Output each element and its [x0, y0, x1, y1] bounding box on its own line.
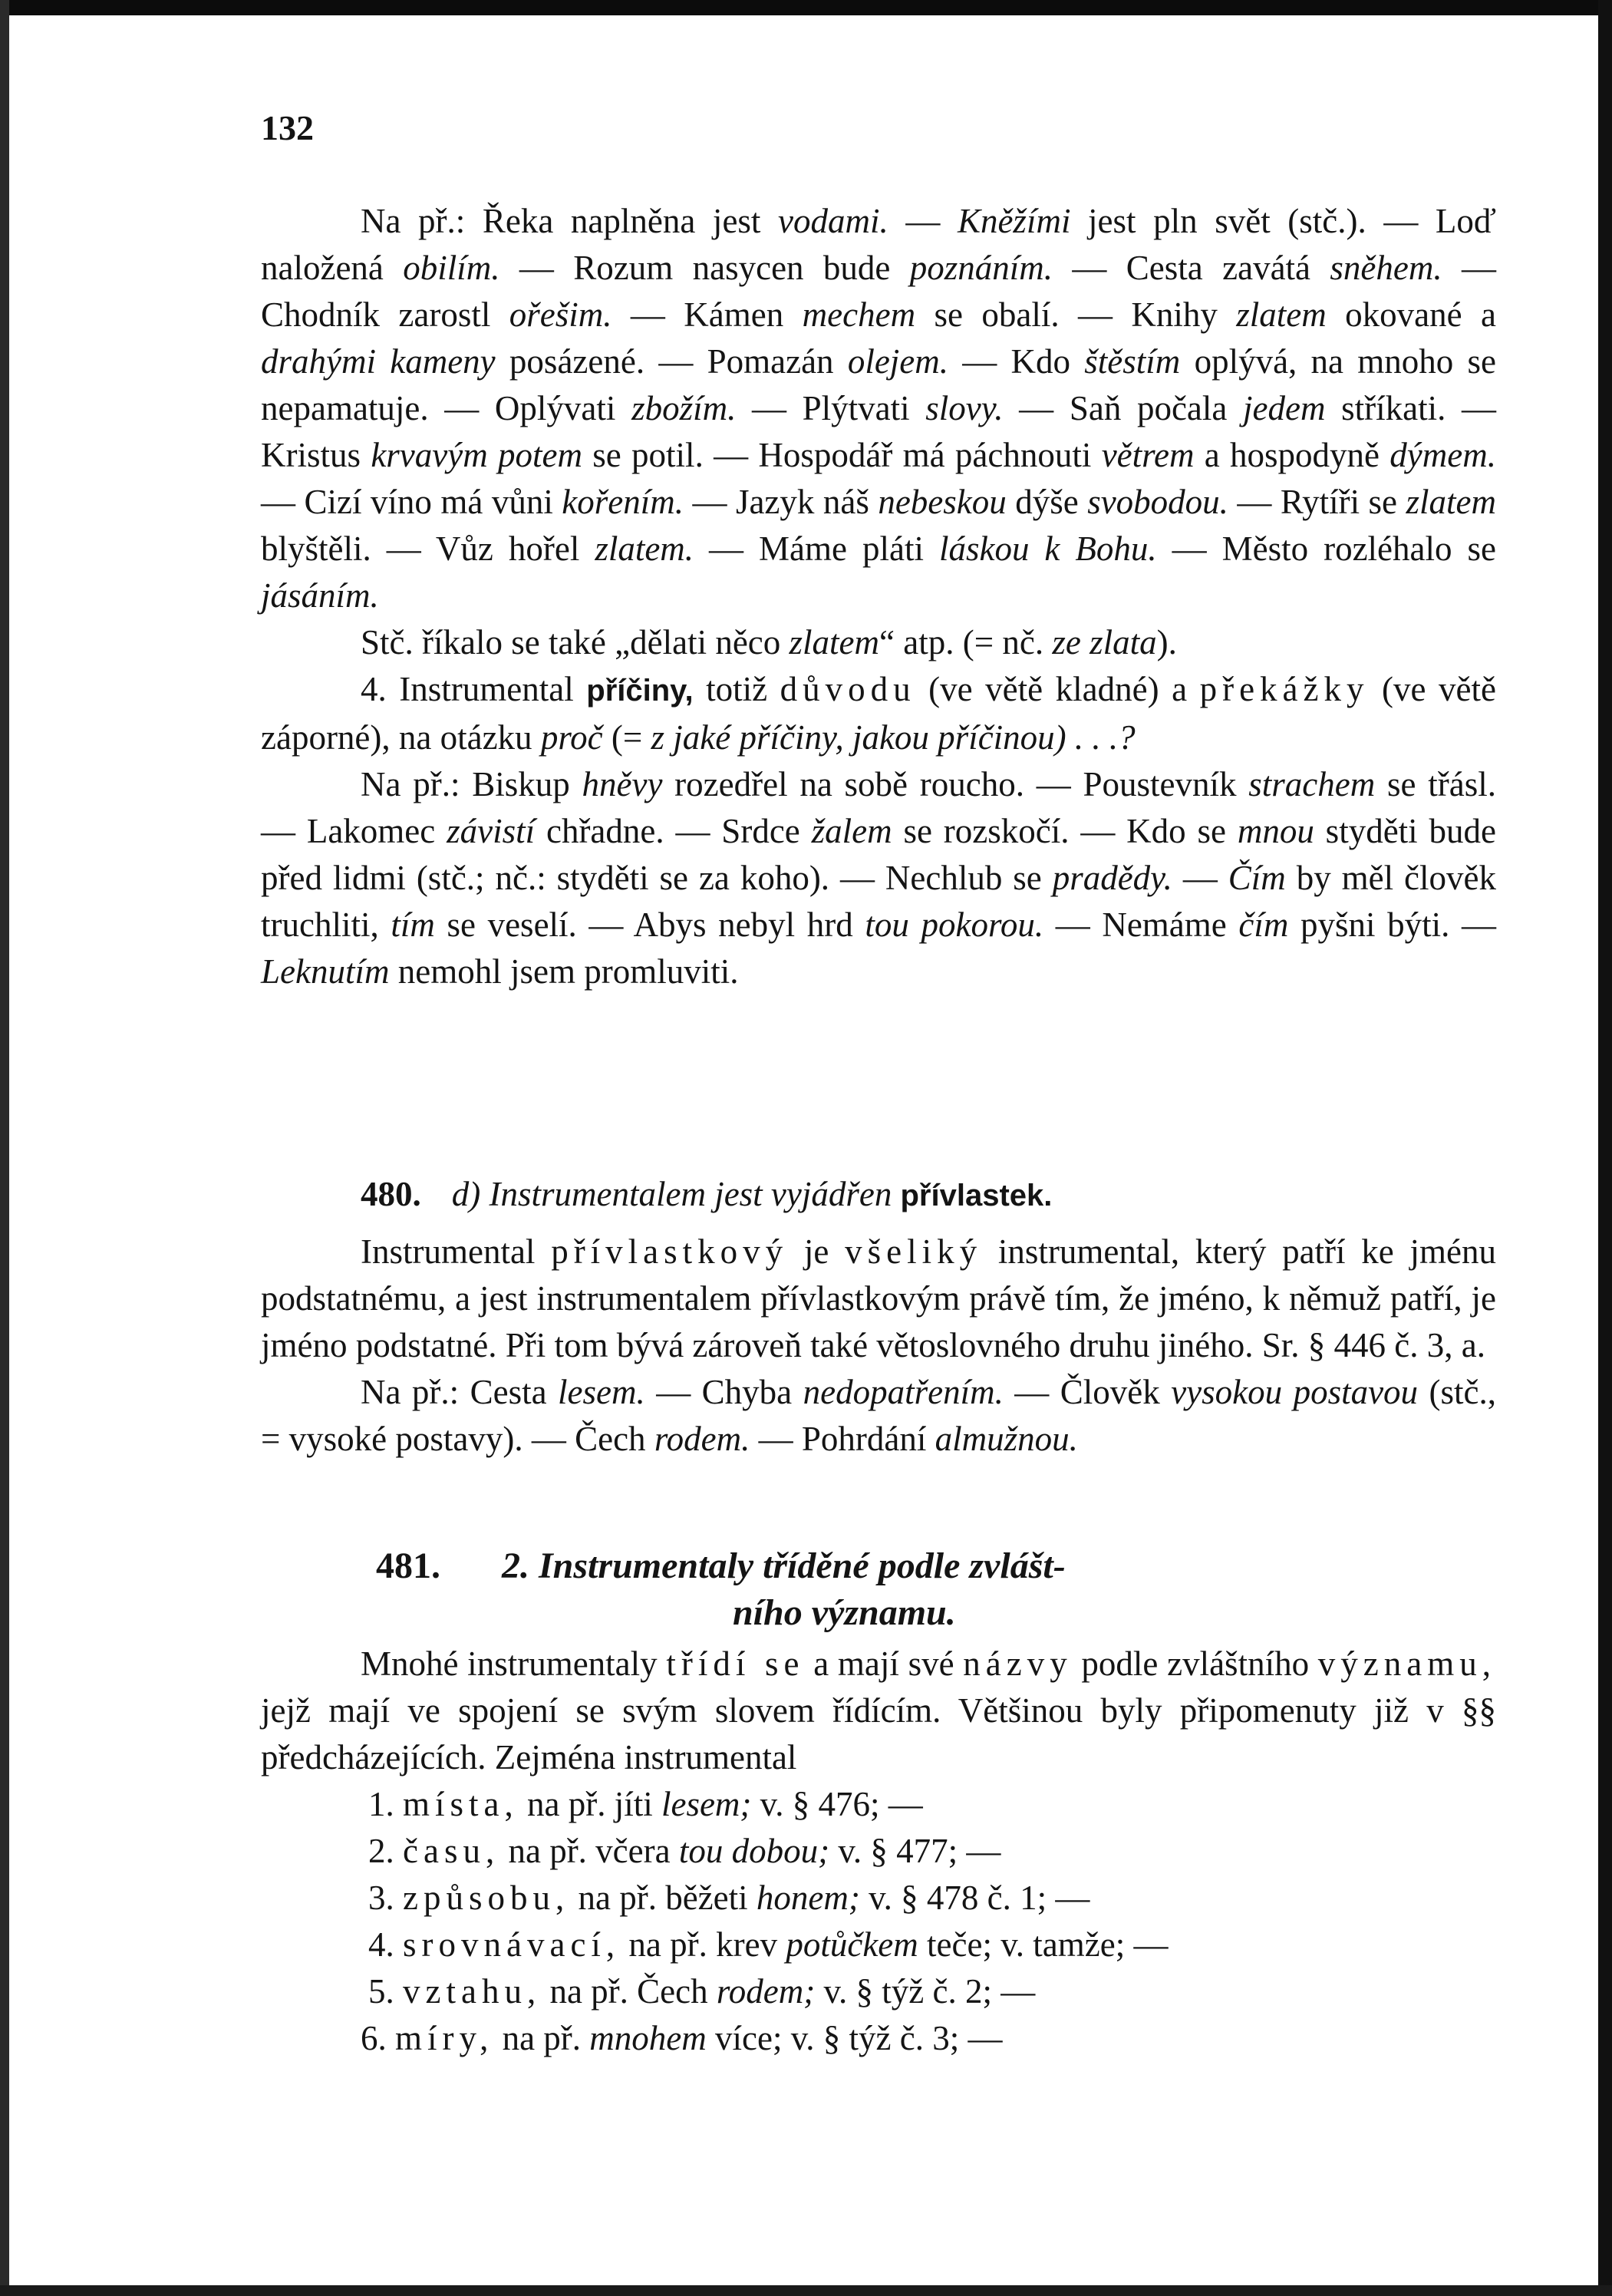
- list-item-number: 4.: [368, 1925, 403, 1964]
- text-run: dýše: [1006, 483, 1088, 521]
- example-word: honem;: [756, 1879, 860, 1917]
- text-run: — Saň počala: [1003, 389, 1244, 427]
- paragraph-old-czech-note: [261, 619, 1496, 666]
- example-word: potůčkem: [786, 1925, 918, 1964]
- example-word: rodem.: [654, 1420, 750, 1458]
- text-run: se obalí. — Knihy: [915, 295, 1237, 334]
- list-item: [261, 1828, 1496, 1875]
- term-spaced: způsobu,: [403, 1879, 570, 1917]
- example-word: tou pokorou.: [865, 906, 1044, 944]
- text-run: chřadne. — Srdce: [535, 812, 812, 850]
- example-word: ořešim.: [509, 295, 612, 334]
- list-item: [261, 1922, 1496, 1968]
- section-heading-italic: d) Instrumentalem jest vyjádřen: [451, 1175, 892, 1213]
- list-item-number: 6.: [361, 2019, 395, 2057]
- section-480-heading: [261, 1171, 1496, 1219]
- example-word: Čím: [1228, 859, 1286, 897]
- example-word: tou dobou;: [678, 1832, 830, 1870]
- text-run: se třásl. — Lakomec: [261, 765, 1496, 850]
- example-word: slovy.: [925, 389, 1004, 427]
- text-run: — Cesta zavátá: [1053, 249, 1330, 287]
- text-run: (ve větě záporné), na otázku: [261, 670, 1496, 757]
- text-run: stříkati. — Kristus: [261, 389, 1497, 474]
- text-run: — Plýtvati: [736, 389, 926, 427]
- term-spaced: překážky: [1199, 670, 1370, 708]
- example-word: Leknutím: [261, 952, 390, 991]
- text-run: — Máme pláti: [694, 529, 939, 568]
- text-run: —: [1172, 859, 1228, 897]
- paragraph-classified-instrumentals: [261, 1641, 1496, 1781]
- text-run: totiž: [693, 670, 780, 708]
- example-word: z jaké příčiny, jakou příčinou) . . .?: [651, 718, 1136, 757]
- text-run: — Člověk: [1003, 1373, 1172, 1411]
- example-word: jásáním.: [261, 576, 379, 615]
- example-word: sněhem.: [1330, 249, 1442, 287]
- example-word: větrem: [1101, 436, 1195, 474]
- paragraph-examples-abundance: [261, 198, 1496, 619]
- example-word: drahými kameny: [261, 342, 496, 381]
- term-spaced: vztahu,: [403, 1972, 542, 2011]
- text-run: se rozskočí. — Kdo se: [892, 812, 1238, 850]
- section-heading-line: ního významu.: [733, 1592, 956, 1633]
- term-spaced: významu,: [1317, 1644, 1496, 1683]
- term-spaced: času,: [403, 1832, 500, 1870]
- scan-border-top: [0, 0, 1612, 15]
- text-run: v. § týž č. 2; —: [815, 1972, 1036, 2011]
- example-word: olejem.: [847, 342, 949, 381]
- example-word: Kněžími: [957, 202, 1071, 240]
- example-word: nedopatřením.: [803, 1373, 1004, 1411]
- example-word: almužnou.: [935, 1420, 1078, 1458]
- example-word: lesem.: [558, 1373, 645, 1411]
- scan-border-right: [1598, 0, 1612, 2296]
- text-run: rozedřel na sobě roucho. — Poustevník: [662, 765, 1249, 803]
- term-spaced: srovnávací,: [403, 1925, 621, 1964]
- term-spaced: názvy: [963, 1644, 1073, 1683]
- term-spaced: místa,: [403, 1785, 519, 1823]
- example-word: mechem: [802, 295, 916, 334]
- example-word: láskou k Bohu.: [938, 529, 1157, 568]
- text-run: a hospodyně: [1194, 436, 1390, 474]
- text-run: Mnohé instrumentaly: [361, 1644, 667, 1683]
- list-item: [261, 1781, 1496, 1828]
- section-481: [261, 1542, 1496, 2062]
- text-run: v. § 476; —: [751, 1785, 923, 1823]
- example-word: závistí: [447, 812, 536, 850]
- text-run: Na př.: Cesta: [361, 1373, 559, 1411]
- text-run: okované a: [1326, 295, 1496, 334]
- term-spaced: všeliký: [845, 1232, 983, 1271]
- text-run: podle zvláštního: [1072, 1644, 1318, 1683]
- list-item-number: 2.: [368, 1832, 403, 1870]
- text-run: ).: [1156, 623, 1177, 661]
- example-word: mnou: [1237, 812, 1314, 850]
- example-word: zlatem: [789, 623, 880, 661]
- paragraph-examples-attributive: [261, 1369, 1496, 1463]
- text-run: 4. Instrumental: [361, 670, 587, 708]
- example-word: kořením.: [562, 483, 684, 521]
- example-word: tím: [391, 906, 435, 944]
- text-run: na př.: [493, 2019, 590, 2057]
- text-run: — Nemáme: [1043, 906, 1239, 944]
- text-run: oplývá, na mnoho se nepamatuje. — Oplývati: [261, 342, 1497, 427]
- term-spaced: přívlastkový: [551, 1232, 789, 1271]
- scan-border-left: [0, 0, 9, 2296]
- example-word: krvavým potem: [371, 436, 582, 474]
- term-bold: příčiny,: [586, 674, 694, 708]
- text-run: styděti bude před lidmi (stč.; nč.: styděti se za koho). — Nechlub se: [261, 812, 1496, 897]
- section-number: 480.: [361, 1175, 421, 1213]
- example-word: zlatem.: [595, 529, 694, 568]
- example-word: proč: [540, 718, 603, 757]
- text-run: (=: [602, 718, 651, 757]
- scan-border-bottom: [0, 2285, 1612, 2296]
- text-run: — Kdo: [948, 342, 1085, 381]
- text-run: je: [788, 1232, 846, 1271]
- list-item: [261, 1968, 1496, 2015]
- text-run: — Rozum nasycen bude: [499, 249, 910, 287]
- text-block-examples: [261, 198, 1496, 995]
- text-run: — Chodník zarostl: [261, 249, 1496, 334]
- example-word: zlatem: [1406, 483, 1496, 521]
- term-spaced: důvodu: [780, 670, 916, 708]
- example-word: pradědy.: [1052, 859, 1172, 897]
- text-run: Instrumental: [361, 1232, 552, 1271]
- example-word: svobodou.: [1087, 483, 1228, 521]
- text-run: — Město rozléhalo se: [1156, 529, 1496, 568]
- text-run: na př. krev: [620, 1925, 786, 1964]
- text-run: — Cizí víno má vůni: [261, 483, 562, 521]
- list-item-number: 1.: [368, 1785, 403, 1823]
- text-run: —: [888, 202, 958, 240]
- text-run: se veselí. — Abys nebyl hrd: [434, 906, 865, 944]
- example-word: rodem;: [716, 1972, 816, 2011]
- example-word: obilím.: [403, 249, 500, 287]
- text-run: a mají své: [804, 1644, 964, 1683]
- term-spaced: míry,: [395, 2019, 494, 2057]
- example-word: nebeskou: [878, 483, 1007, 521]
- text-run: instrumental, který patří ke jménu podstatnému, a jest instrumentalem přívlastkovým právě tím, že jméno, k němuž patří, je jméno podstatné. Při tom bývá zároveň také větoslovného druhu jiného. Sr. § 446 č. 3, a.: [261, 1232, 1496, 1364]
- text-run: — Kámen: [612, 295, 803, 334]
- text-run: — Rytíři se: [1228, 483, 1406, 521]
- paragraph-attributive-instrumental: [261, 1229, 1496, 1369]
- example-word: čím: [1238, 906, 1289, 944]
- section-481-heading: [261, 1542, 1496, 1636]
- text-run: se potil. — Hospodář má páchnouti: [582, 436, 1102, 474]
- text-run: — Chyba: [644, 1373, 803, 1411]
- list-item-number: 3.: [368, 1879, 403, 1917]
- paragraph-instrumental-cause: [261, 666, 1496, 761]
- section-heading-line: 2. Instrumentaly tříděné podle zvlášt-: [502, 1546, 1066, 1586]
- example-word: jedem: [1243, 389, 1326, 427]
- example-word: štěstím: [1084, 342, 1181, 381]
- text-run: posázené. — Pomazán: [495, 342, 848, 381]
- example-word: vodami.: [778, 202, 888, 240]
- text-run: Stč. říkalo se také „dělati něco: [361, 623, 790, 661]
- text-run: na př. včera: [499, 1832, 679, 1870]
- text-run: — Jazyk náš: [684, 483, 879, 521]
- example-word: poznáním.: [909, 249, 1053, 287]
- text-run: pyšni býti. —: [1288, 906, 1496, 944]
- example-word: vysokou postavou: [1171, 1373, 1419, 1411]
- text-run: na př. jíti: [518, 1785, 661, 1823]
- text-run: jest pln svět (stč.). — Loď naložená: [261, 202, 1496, 287]
- text-run: nemohl jsem promluviti.: [389, 952, 739, 991]
- text-run: blyštěli. — Vůz hořel: [261, 529, 595, 568]
- section-heading-bold: přívlastek.: [892, 1179, 1053, 1212]
- section-number: 481.: [376, 1546, 440, 1586]
- example-word: dýmem.: [1389, 436, 1496, 474]
- text-run: “ atp. (= nč.: [879, 623, 1053, 661]
- text-run: Na př.: Řeka naplněna jest: [361, 202, 779, 240]
- example-word: žalem: [811, 812, 892, 850]
- text-run: — Pohrdání: [750, 1420, 935, 1458]
- text-run: v. § 477; —: [829, 1832, 1001, 1870]
- term-spaced: třídí se: [666, 1644, 805, 1683]
- text-run: v. § 478 č. 1; —: [859, 1879, 1090, 1917]
- text-run: na př. běžeti: [569, 1879, 757, 1917]
- page-number: 132: [261, 108, 314, 147]
- example-word: strachem: [1248, 765, 1376, 803]
- example-word: lesem;: [661, 1785, 752, 1823]
- example-word: mnohem: [589, 2019, 707, 2057]
- example-word: zlatem: [1236, 295, 1327, 334]
- text-run: více; v. § týž č. 3; —: [706, 2019, 1003, 2057]
- paragraph-examples-cause: [261, 761, 1496, 995]
- list-item-number: 5.: [368, 1972, 403, 2011]
- example-word: ze zlata: [1052, 623, 1157, 661]
- section-480: [261, 1171, 1496, 1463]
- text-run: na př. Čech: [541, 1972, 717, 2011]
- text-run: (ve větě kladné) a: [915, 670, 1200, 708]
- text-run: by měl člověk truchliti,: [261, 859, 1496, 944]
- text-run: jejž mají ve spojení se svým slovem řídícím. Většinou byly připomenuty již v §§ předcházejících. Zejména instrumental: [261, 1691, 1496, 1776]
- example-word: zbožím.: [631, 389, 737, 427]
- list-item: [261, 2015, 1496, 2062]
- text-run: teče; v. tamže; —: [918, 1925, 1169, 1964]
- instrumental-type-list: [261, 1781, 1496, 2062]
- list-item: [261, 1875, 1496, 1922]
- example-word: hněvy: [582, 765, 663, 803]
- text-run: Na př.: Biskup: [361, 765, 582, 803]
- text-run: (stč., = vysoké postavy). — Čech: [261, 1373, 1496, 1458]
